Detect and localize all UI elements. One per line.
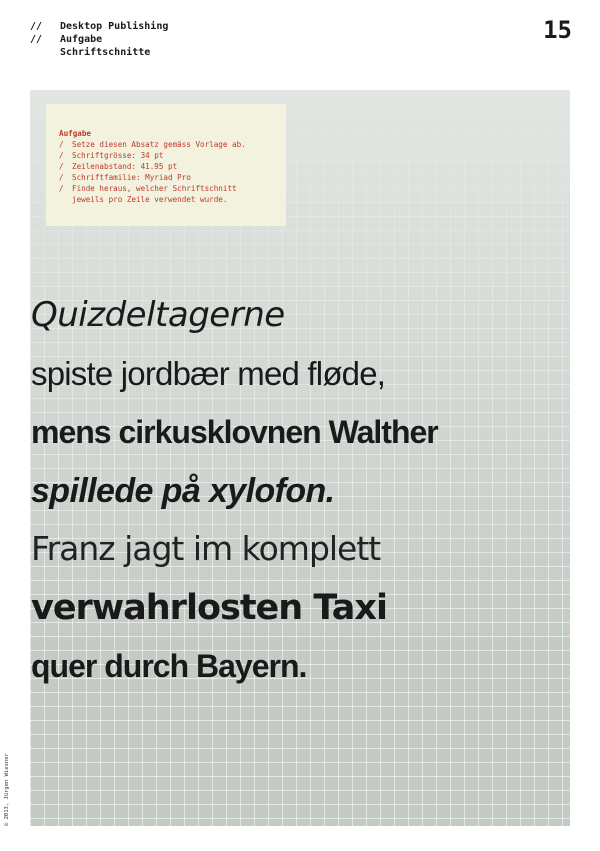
header-course-title: Desktop Publishing [60,21,169,32]
copyright-notice: © 2013, Jürgen Wiesner [4,753,10,826]
header-topic-label: Schriftschnitte [60,47,151,58]
sample-line-bold: verwahrlosten Taxi [31,587,387,628]
header-marker [30,46,60,59]
sample-line-bold-semicondensed: quer durch Bayern. [31,648,307,684]
task-item-text: Zeilenabstand: 41.95 pt [72,162,178,171]
header-line-course [30,20,168,33]
header-marker: // [30,21,43,32]
task-item-marker: / [59,173,64,182]
task-box [46,104,286,226]
task-item-marker: / [59,151,64,160]
task-item-text: Setze diesen Absatz gemäss Vorlage ab. [72,140,246,149]
sample-line-light-condensed: spiste jordbær med fløde, [31,354,386,392]
task-title: Aufgabe [59,129,92,138]
task-item-marker: / [59,184,64,193]
header-type-label: Aufgabe [60,34,103,45]
header-marker: // [30,34,43,45]
task-item [59,139,278,150]
sample-line-italic: Quizdeltagerne [31,295,285,335]
header-line-type [30,33,168,46]
task-item [59,150,278,161]
task-item-text: Schriftgrösse: 34 pt [72,151,164,160]
sample-paragraph [31,286,438,696]
page-number: 15 [543,16,572,44]
sample-line-bold-italic: spillede på xylofon. [31,471,335,510]
task-item [59,172,278,183]
page-header [30,20,168,59]
task-item-text: jeweils pro Zeile verwendet wurde. [72,195,228,204]
task-item [59,161,278,172]
task-item [59,183,278,194]
task-item-text: Finde heraus, welcher Schriftschnitt [72,184,237,193]
task-item-marker [59,194,72,205]
header-line-topic [30,46,168,59]
task-item-marker: / [59,140,64,149]
task-item [59,194,278,205]
sample-line-light: Franz jagt im komplett [31,529,381,568]
task-item-marker: / [59,162,64,171]
sample-line-bold-condensed: mens cirkusklovnen Walther [31,414,438,450]
task-item-text: Schriftfamilie: Myriad Pro [72,173,191,182]
